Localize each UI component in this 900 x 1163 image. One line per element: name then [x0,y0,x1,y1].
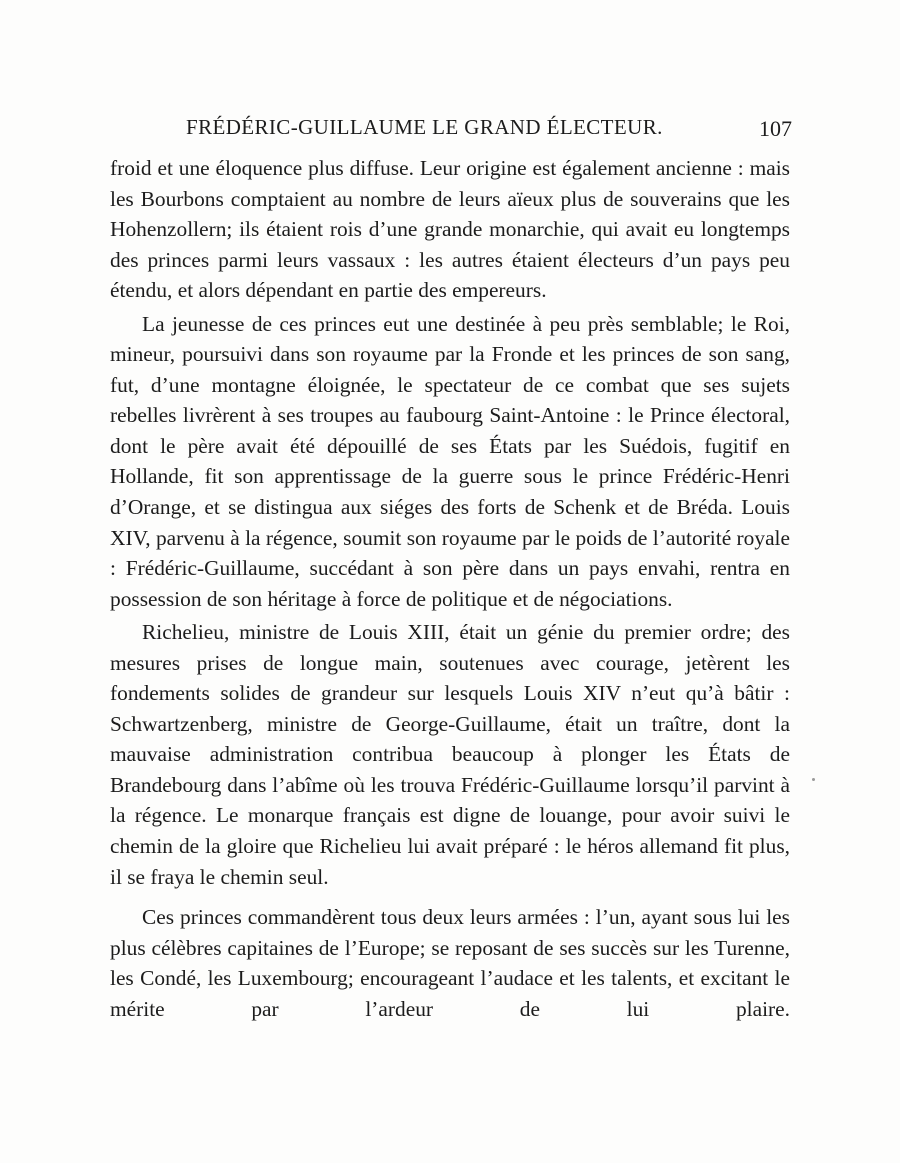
paragraph-youth: La jeunesse de ces princes eut une destinée à peu près semblable; le Roi, mineur, poursuivi dans son royaume par la Fronde et les princes de son sang, fut, d’une montagne éloignée, le spectateur de ce combat que ses sujets rebelles livrèrent à ses troupes au faubourg Saint-Antoine : le Prince électoral, dont le père avait été dépouillé de ses États par les Suédois, fugitif en Hollande, fit son apprentissage de la guerre sous le prince Frédéric-Henri d’Orange, et se distingua aux siéges des forts de Schenk et de Bréda. Louis XIV, parvenu à la régence, soumit son royaume par le poids de l’autorité royale : Frédéric-Guillaume, succédant à son père dans un pays envahi, rentra en possession de son héritage à force de politique et de négociations. [110,311,790,611]
paragraph-continuation: froid et une éloquence plus diffuse. Leur origine est également ancienne : mais les Bourbons comptaient au nombre de leurs aïeux plus de souverains que les Hohenzollern; ils étaient rois d’une grande monarchie, qui avait eu longtemps des princes parmi leurs vassaux : les autres étaient électeurs d’un pays peu étendu, et alors dépendant en partie des empereurs. [110,156,790,303]
running-title: FRÉDÉRIC-GUILLAUME LE GRAND ÉLECTEUR. [186,115,663,139]
body-text [110,153,790,1024]
paragraph-armies: Ces princes commandèrent tous deux leurs armées : l’un, ayant sous lui les plus célèbres capitaines de l’Europe; se reposant de ses succès sur les Turenne, les Condé, les Luxembourg; encourageant l’audace et les talents, et excitant le mérite par l’ardeur de lui plaire. [110,905,790,1021]
margin-speck [812,778,815,781]
paragraph-ministers: Richelieu, ministre de Louis XIII, était un génie du premier ordre; des mesures prises de longue main, soutenues avec courage, jetèrent les fondements solides de grandeur sur lesquels Louis XIV n’eut qu’à bâtir : Schwartzenberg, ministre de George-Guillaume, était un traître, dont la mauvaise administration contribua beaucoup à plonger les États de Brandebourg dans l’abîme où les trouva Frédéric-Guillaume lorsqu’il parvint à la régence. Le monarque français est digne de louange, pour avoir suivi le chemin de la gloire que Richelieu lui avait préparé : le héros allemand fit plus, il se fraya le chemin seul. [110,620,790,889]
page-number: 107 [759,116,792,141]
running-head [110,112,790,146]
